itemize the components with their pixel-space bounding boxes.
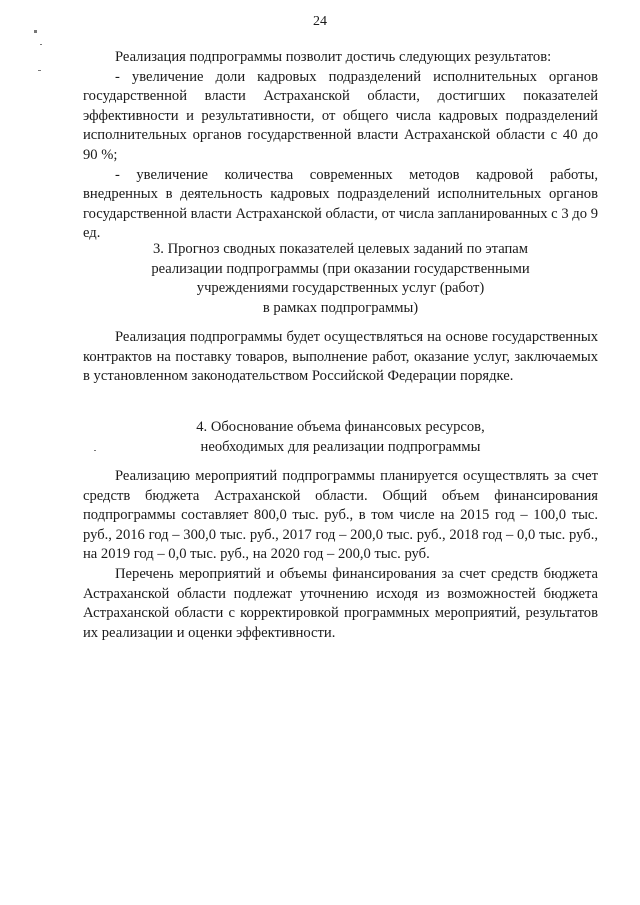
scan-speck xyxy=(94,450,96,451)
page-number: 24 xyxy=(313,14,327,29)
section-3-body xyxy=(83,328,598,387)
section-4-heading xyxy=(83,418,598,457)
section-4-paragraph-2: Перечень мероприятий и объемы финансирования за счет средств бюджета Астраханской области подлежат уточнению исходя из возможностей бюджета Астраханской области с корректировкой программных мероприятий, результатов их реализации и оценки эффективности. xyxy=(83,565,598,641)
section-3-heading-line: реализации подпрограммы (при оказании государственными xyxy=(151,260,530,277)
section-4-body xyxy=(83,467,598,643)
section-4-heading-line: необходимых для реализации подпрограммы xyxy=(200,438,481,455)
section-3-heading-line: 3. Прогноз сводных показателей целевых заданий по этапам xyxy=(152,241,529,257)
results-block xyxy=(83,48,598,244)
scan-speck xyxy=(38,70,41,71)
section-3-paragraph: Реализация подпрограммы будет осуществляться на основе государственных контрактов на поставку товаров, выполнение работ, оказание услуг, заключаемых в установленном законодательством Российской Федерации порядке. xyxy=(83,329,598,385)
result-bullet-2: - увеличение количества современных методов кадровой работы, внедренных в деятельность кадровых подразделений исполнительных органов государственной власти Астраханской области, от числа запланированных с 3 до 9 ед. xyxy=(83,166,598,242)
scan-speck xyxy=(40,44,42,45)
section-4-paragraph-1: Реализацию мероприятий подпрограммы планируется осуществлять за счет средств бюджета Астраханской области. Общий объем финансирования подпрограммы составляет 800,0 тыс. руб., в том числе на 2015 год – 100,0 тыс. руб., 2016 год – 300,0 тыс. руб., 2017 год – 200,0 тыс. руб., 2018 год – 0,0 тыс. руб., на 2019 год – 0,0 тыс. руб., на 2020 год – 200,0 тыс. руб. xyxy=(83,468,598,563)
section-3-heading-line: в рамках подпрограммы) xyxy=(262,299,419,316)
section-3-heading-line: учреждениями государственных услуг (работ) xyxy=(196,280,485,297)
results-lead: Реализация подпрограммы позволит достичь следующих результатов: xyxy=(115,49,552,65)
section-4-heading-line: 4. Обоснование объема финансовых ресурсов, xyxy=(196,419,485,435)
section-3-heading xyxy=(83,240,598,318)
result-bullet-1: - увеличение доли кадровых подразделений исполнительных органов государственной власти Астраханской области, достигших показателей эффективности и результативности, от общего числа кадровых подразделений исполнительных органов государственной власти Астраханской области с 40 до 90 %; xyxy=(83,68,598,163)
scan-speck xyxy=(34,30,37,33)
